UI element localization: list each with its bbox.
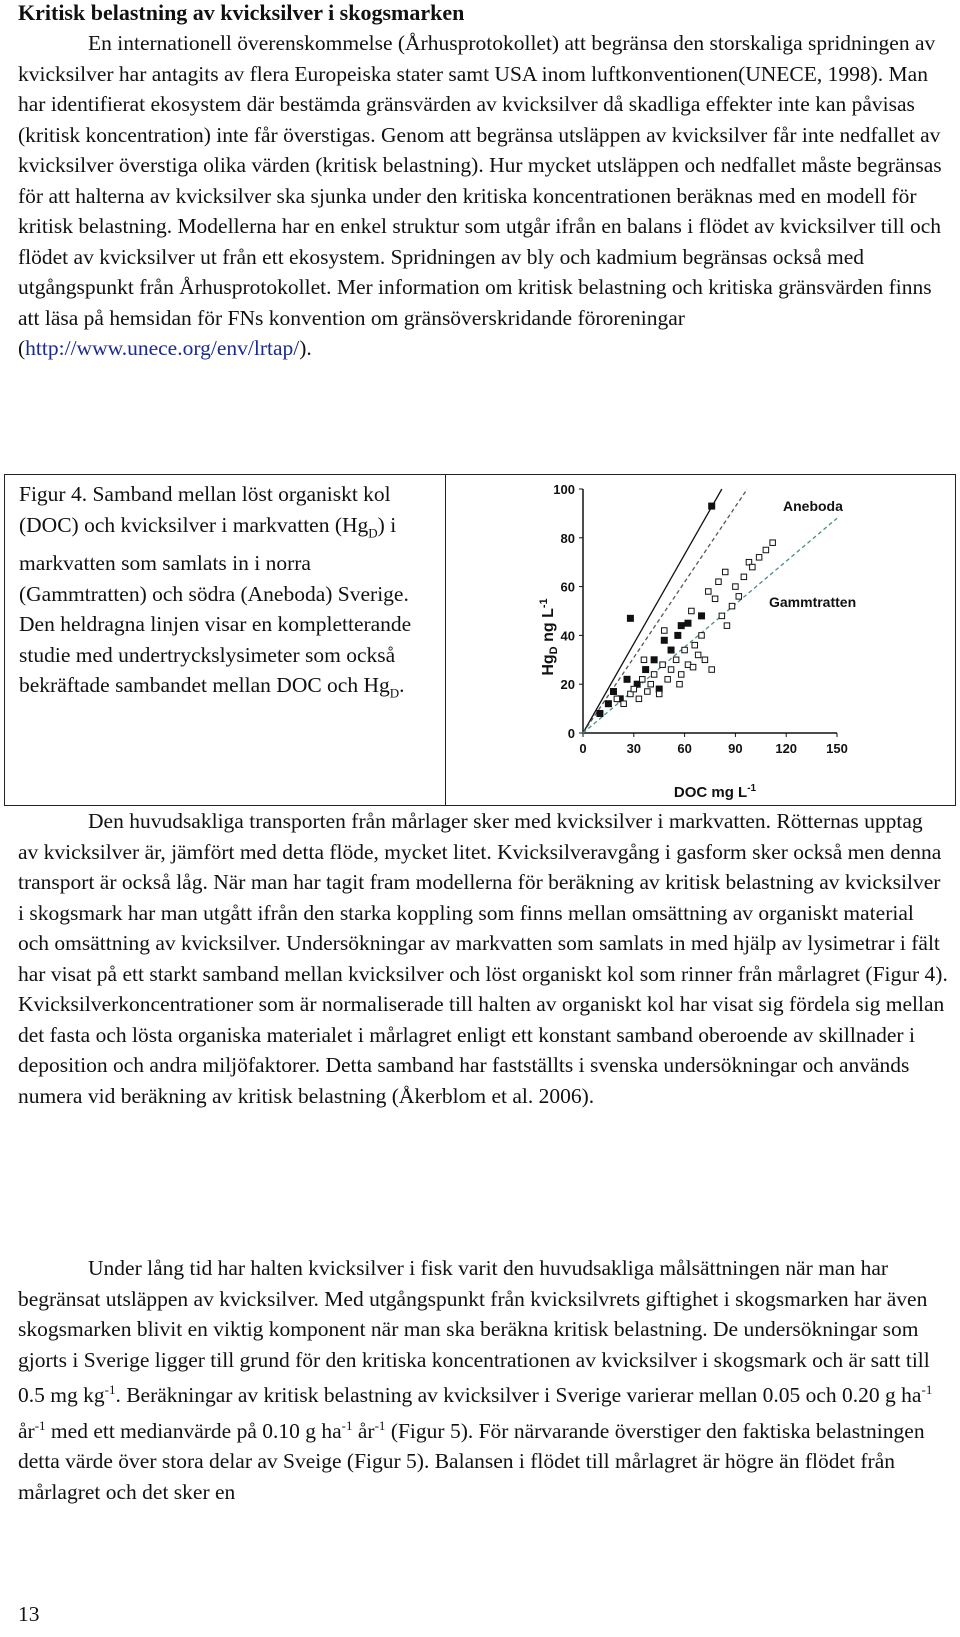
caption-text-3: . (399, 673, 405, 698)
x-tick-label: 60 (677, 741, 692, 756)
y-axis-label: $Hg_D$ ng $L^{-1}$ (538, 598, 560, 676)
sup-2: -1 (921, 1382, 933, 1397)
gammtratten-point (712, 596, 718, 602)
gammtratten-point (668, 667, 674, 673)
gammtratten-point (651, 672, 657, 678)
gammtratten-point (640, 677, 646, 683)
gammtratten-point (682, 647, 688, 653)
gammtratten-point (614, 696, 620, 702)
aneboda-point (651, 657, 657, 663)
aneboda-point (627, 615, 633, 621)
gammtratten-point (709, 667, 715, 673)
figure-box (4, 474, 956, 806)
para3-text-d: med ett medianvärde på 0.10 g ha (45, 1418, 342, 1443)
aneboda-point (610, 689, 616, 695)
gammtratten-point (724, 623, 730, 629)
gammtratten-point (719, 613, 725, 619)
gammtratten-point (636, 696, 642, 702)
page-number: 13 (18, 1602, 40, 1626)
aneboda-point (624, 676, 630, 682)
gammtratten-point (692, 642, 698, 648)
gammtratten-point (716, 579, 722, 585)
x-tick-label: 120 (775, 741, 798, 756)
gammtratten-point (722, 569, 728, 575)
gammtratten-point (621, 701, 627, 707)
aneboda-point (678, 623, 684, 629)
gammtratten-point (689, 608, 695, 614)
gammtratten-point (750, 564, 756, 570)
body-paragraph-2: Den huvudsakliga transporten från mårlager sker med kvicksilver i markvatten. Rötternas upptag av kvicksilver är, jämfört med detta flöde, mycket litet. Kvicksilveravgång i gasform sker också men denna transport är också låg. När man har tagit fram modellerna för beräkning av kritisk belastning av kvicksilver i skogsmark har man utgått ifrån den starka koppling som finns mellan omsättning av organiskt material och omsättning av kvicksilver. Undersökningar av markvatten som samlats in med hjälp av lysimetrar i fält har visat på ett starkt samband mellan kvicksilver och löst organiskt kol som rinner från mårlagret (Figur 4). Kvicksilverkoncentrationer som är normaliserade till halten av organiskt kol har visat sig fördela sig mellan det fasta och lösta organiska materialet i mårlagret enligt ett konstant samband oberoende av skillnader i deposition och andra miljöfaktorer. Detta samband har fastställts i svenska undersökningar och används numera vid beräkning av kritisk belastning (Åkerblom et al. 2006). (18, 809, 948, 1108)
y-tick-label: 40 (560, 628, 575, 644)
annotation-aneboda: Aneboda (783, 498, 843, 514)
gammtratten-point (673, 657, 679, 663)
body-paragraph-3 (18, 1253, 948, 1507)
para3-text-a: Under lång tid har halten kvicksilver i fisk varit den huvudsakliga målsättningen när man har begränsat utsläppen av kvicksilver. Med utgångspunkt från kvicksilvrets giftighet i skogsmarken har även skogsmarken blivit en viktig komponent när man ska beräkna kritisk belastning. De undersökningar som gjorts i Sverige ligger till grund för den kritiska koncentrationen av kvicksilver i skogsmark och är satt till 0.5 mg kg (18, 1256, 930, 1408)
gammtratten-point (729, 603, 735, 609)
gammtratten-point (662, 628, 668, 634)
intro-paragraph (18, 28, 948, 364)
gammtratten-point (736, 594, 742, 600)
y-tick-label: 80 (560, 530, 575, 546)
caption-text-1: Figur 4. Samband mellan löst organiskt kol (DOC) och kvicksilver i markvatten (Hg (19, 482, 391, 537)
scatter-chart (515, 475, 935, 805)
gammtratten-point (660, 662, 666, 668)
gammtratten-point (695, 652, 701, 658)
caption-text-2: ) i markvatten som samlats in i norra (Gammtratten) och södra (Aneboda) Sverige. Den heldragna linjen visar en kompletterande studie med undertryckslysimeter som också bekräftade sambandet mellan DOC och Hg (19, 512, 412, 698)
intro-text: En internationell överenskommelse (Århusprotokollet) att begränsa den storskaliga spridningen av kvicksilver har antagits av flera Europeiska stater samt USA inom luftkonventionen(UNECE, 1998). Man har identifierat ekosystem där bestämda gränsvärden av kvicksilver då skadliga effekter inte kan påvisas (kritisk koncentration) inte får överstigas. Genom att begränsa utsläppen av kvicksilver får inte nedfallet av kvicksilver överstiga olika värden (kritisk belastning). Hur mycket utsläppen och nedfallet måste begränsas för att halterna av kvicksilver ska sjunka under den kritiska koncentrationen beräknas med en modell för kritisk belastning. Modellerna har en enkel struktur som utgår ifrån en balans i flödet av kvicksilver till och flödet av kvicksilver ut från ett ekosystem. Spridningen av bly och kadmium begränsas också med utgångspunkt från Århusprotokollet. Mer information om kritisk belastning och kritiska gränsvärden finns att läsa på hemsidan för FNs konvention om gränsöverskridande föroreningar ( (18, 31, 942, 360)
gammtratten-point (665, 677, 671, 683)
gammtratten-point (741, 574, 747, 580)
para3-text-b: . Beräkningar av kritisk belastning av kvicksilver i Sverige varierar mellan 0.05 och 0.20 g ha (115, 1383, 922, 1408)
aneboda-point (605, 701, 611, 707)
intro-end: ). (299, 336, 312, 360)
gammtratten-point (763, 547, 769, 553)
gammtratten-point (733, 584, 739, 590)
aneboda-point (675, 632, 681, 638)
gammtratten-point (756, 555, 762, 561)
gammtratten-point (702, 657, 708, 663)
fit-line (583, 489, 747, 733)
aneboda-point (699, 613, 705, 619)
sup-5: -1 (374, 1417, 386, 1433)
fit-line (583, 489, 722, 733)
para3-text-f: (Figur 5). För närvarande överstiger den faktiska belastningen detta värde över stora delar av Sveige (Figur 5). Balansen i flödet till mårlagret är högre än flödet från mårlagret och det sker en (18, 1418, 925, 1504)
y-tick-label: 20 (560, 677, 575, 693)
aneboda-point (597, 710, 603, 716)
figure-divider (445, 475, 446, 805)
y-tick-label: 60 (560, 579, 575, 595)
aneboda-point (661, 637, 667, 643)
x-tick-label: 90 (728, 741, 743, 756)
gammtratten-point (631, 686, 637, 692)
aneboda-point (643, 667, 649, 673)
gammtratten-point (690, 664, 696, 670)
aneboda-point (685, 620, 691, 626)
gammtratten-point (677, 681, 683, 687)
figure-caption (19, 479, 439, 709)
caption-sub-1: D (368, 524, 378, 540)
gammtratten-point (770, 540, 776, 546)
gammtratten-point (699, 633, 705, 639)
x-tick-label: 150 (826, 741, 848, 756)
aneboda-point (709, 503, 715, 509)
gammtratten-point (656, 691, 662, 697)
annotation-gammtratten: Gammtratten (769, 594, 857, 610)
x-tick-label: 30 (626, 741, 642, 756)
gammtratten-point (641, 657, 646, 663)
gammtratten-point (678, 672, 684, 678)
section-title: Kritisk belastning av kvicksilver i skogsmarken (18, 0, 465, 25)
sup-4: -1 (341, 1417, 353, 1433)
para3-text-e: år (352, 1418, 375, 1443)
x-tick-label: 0 (579, 741, 587, 756)
sup-1: -1 (104, 1382, 116, 1397)
caption-sub-2: D (389, 685, 400, 701)
x-axis-label: DOC mg $L^{-1}$ (673, 783, 757, 801)
para3-text-c: år (18, 1418, 35, 1443)
gammtratten-point (706, 589, 712, 595)
y-tick-label: 100 (553, 482, 575, 497)
plot-area (553, 482, 856, 756)
unece-link[interactable]: http://www.unece.org/env/lrtap/ (25, 336, 300, 360)
sup-3: -1 (34, 1417, 46, 1433)
gammtratten-point (645, 689, 651, 695)
aneboda-point (668, 647, 674, 653)
y-tick-label: 0 (567, 726, 575, 741)
gammtratten-point (648, 681, 654, 687)
